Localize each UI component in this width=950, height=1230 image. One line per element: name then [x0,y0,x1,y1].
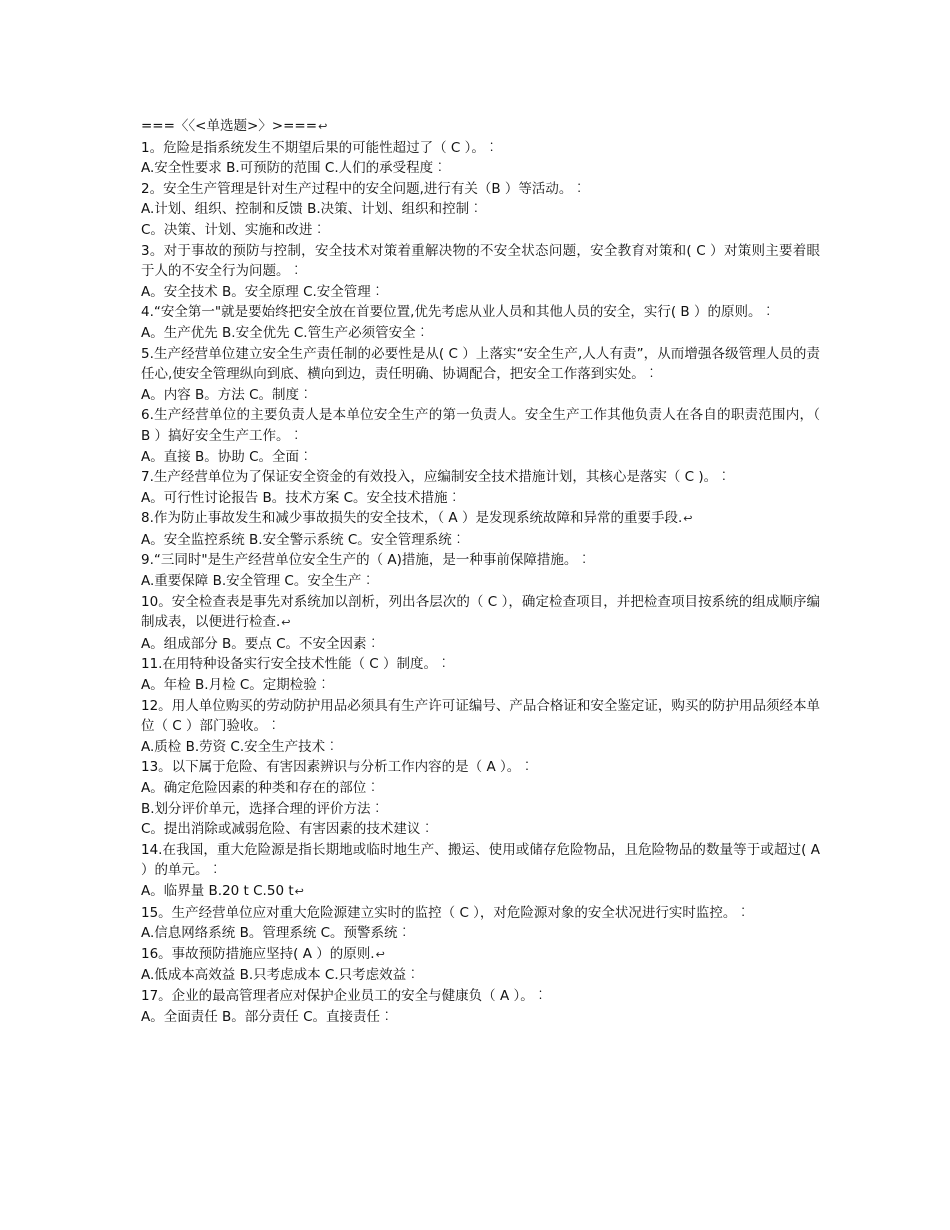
question-11: 11.在用特种设备实行安全技术性能（ C ）制度。︰ [141,656,451,673]
options-5: A。内容 B。方法 C。制度︰ [141,386,313,403]
question-10: 10。安全检查表是事先对系统加以剖析，列出各层次的（ C ），确定检查项目，并把检查项目按系统的组成顺序编制成表，以便进行检查.↩ [141,593,820,631]
options-3: A。安全技术 B。安全原理 C.安全管理︰ [141,283,385,300]
options-12: A.质检 B.劳资 C.安全生产技术︰ [141,738,339,755]
options-13a: A。确定危险因素的种类和存在的部位︰ [141,780,380,796]
question-5: 5.生产经营单位建立安全生产责任制的必要性是从( C ）上落实“安全生产,人人有责”，从而增强各级管理人员的责任心,使安全管理纵向到底、横向到边，责任明确、协调配合，把安全工作落到实处。︰ [141,345,820,383]
question-15: 15。生产经营单位应对重大危险源建立实时的监控（ C ），对危险源对象的安全状况进行实时监控。︰ [141,904,750,921]
options-4: A。生产优先 B.安全优先 C.管生产必须管安全︰ [141,324,430,341]
question-14: 14.在我国，重大危险源是指长期地或临时地生产、搬运、使用或储存危险物品，且危险物品的数量等于或超过( A ）的单元。︰ [141,841,820,879]
options-8: A。安全监控系统 B.安全警示系统 C。安全管理系统︰ [141,531,466,548]
question-9: 9.“三同时"是生产经营单位安全生产的（ A)措施，是一种事前保障措施。︰ [141,552,591,569]
section-header: ===〈〈<单选题>〉>===↩ [141,118,328,134]
question-16: 16。事故预防措施应坚持( A ）的原则.↩ [141,945,385,962]
options-2a: A.计划、组织、控制和反馈 B.决策、计划、组织和控制︰ [141,201,483,218]
options-16: A.低成本高效益 B.只考虑成本 C.只考虑效益︰ [141,967,420,984]
options-14: A。临界量 B.20 t C.50 t↩ [141,882,304,899]
question-13: 13。以下属于危险、有害因素辨识与分析工作内容的是（ A ）。︰ [141,759,534,776]
question-4: 4.“安全第一"就是要始终把安全放在首要位置,优先考虑从业人员和其他人员的安全，实行( B ）的原则。︰ [141,304,775,321]
question-2: 2。安全生产管理是针对生产过程中的安全问题,进行有关（B ）等活动。︰ [141,180,586,197]
question-17: 17。企业的最高管理者应对保护企业员工的安全与健康负（ A ）。︰ [141,987,548,1004]
options-6: A。直接 B。协助 C。全面︰ [141,448,313,465]
options-1: A.安全性要求 B.可预防的范围 C.人们的承受程度︰ [141,160,447,177]
options-2b: C。决策、计划、实施和改进︰ [141,221,326,238]
options-9: A.重要保障 B.安全管理 C。安全生产︰ [141,573,375,590]
options-7: A。可行性讨论报告 B。技术方案 C。安全技术措施︰ [141,489,462,506]
options-11: A。年检 B.月检 C。定期检验︰ [141,677,331,694]
question-1: 1。危险是指系统发生不期望后果的可能性超过了（ C ）。︰ [141,139,499,156]
options-17: A。全面责任 B。部分责任 C。直接责任︰ [141,1008,394,1025]
options-15: A.信息网络系统 B。管理系统 C。预警系统︰ [141,925,412,942]
question-3: 3。对于事故的预防与控制，安全技术对策着重解决物的不安全状态问题，安全教育对策和( C ）对策则主要着眼于人的不安全行为问题。︰ [141,242,820,280]
options-13b: B.划分评价单元，选择合理的评价方法︰ [141,800,385,817]
options-10: A。组成部分 B。要点 C。不安全因素︰ [141,635,381,652]
question-12: 12。用人单位购买的劳动防护用品必须具有生产许可证编号、产品合格证和安全鉴定证，购买的防护用品须经本单位（ C ）部门验收。︰ [141,697,820,735]
question-8: 8.作为防止事故发生和减少事故损失的安全技术，（ A ）是发现系统故障和异常的重要手段.↩ [141,510,693,527]
options-13c: C。提出消除或减弱危险、有害因素的技术建议︰ [141,821,434,838]
question-7: 7.生产经营单位为了保证安全资金的有效投入，应编制安全技术措施计划，其核心是落实（ C )。︰ [141,469,731,486]
question-6: 6.生产经营单位的主要负责人是本单位安全生产的第一负责人。安全生产工作其他负责人在各自的职责范围内，（ B ）搞好安全生产工作。︰ [141,407,820,444]
